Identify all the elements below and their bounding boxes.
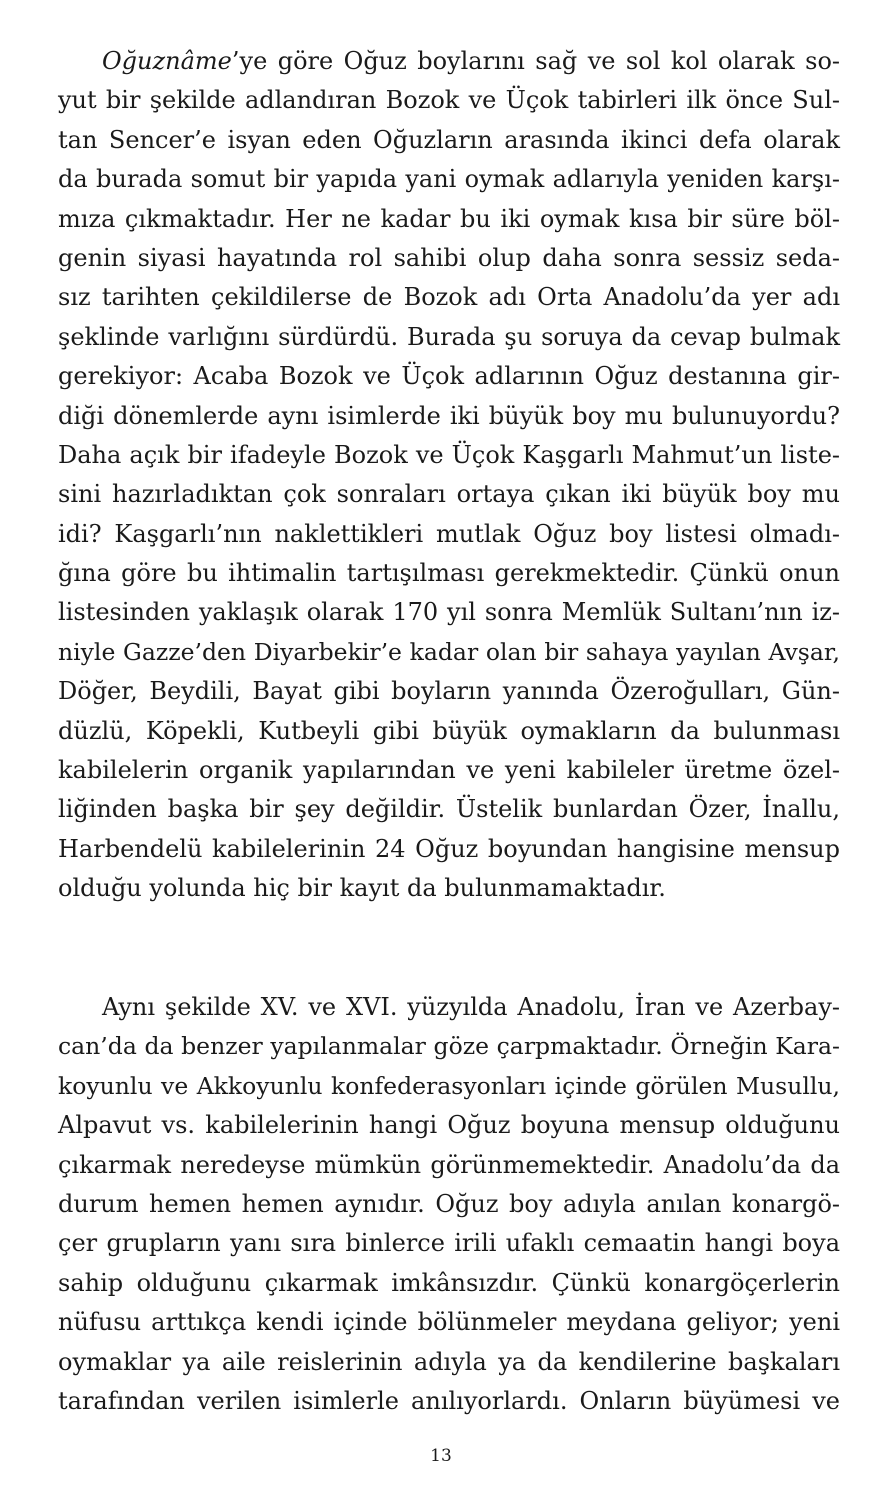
text-line: durum hemen hemen aynıdır. Oğuz boy adıyla anılan konargö- xyxy=(58,1189,840,1218)
text-line: mıza çıkmaktadır. Her ne kadar bu iki oymak kısa bir süre böl- xyxy=(58,204,840,233)
text-line: liğinden başka bir şey değildir. Üstelik bunlardan Özer, İnallu, xyxy=(58,795,840,824)
text-line: Harbendelü kabilelerinin 24 Oğuz boyundan hangisine mensup xyxy=(58,834,840,863)
text-line: Alpavut vs. kabilelerinin hangi Oğuz boyuna mensup olduğunu xyxy=(58,1111,840,1140)
text-line: nüfusu arttıkça kendi içinde bölünmeler meydana geliyor; yeni xyxy=(58,1308,840,1337)
text-line: olduğu yolunda hiç bir kayıt da bulunmamaktadır. xyxy=(58,874,666,903)
paragraph-2 xyxy=(58,988,840,1421)
text-line: çer grupların yanı sıra binlerce irili ufaklı cemaatin hangi boya xyxy=(58,1229,840,1258)
text-line: sız tarihten çekildilerse de Bozok adı Orta Anadolu’da yer adı xyxy=(58,283,840,312)
text-line: sini hazırladıktan çok sonraları ortaya çıkan iki büyük boy mu xyxy=(58,480,840,509)
text-line: diği dönemlerde aynı isimlerde iki büyük boy mu bulunuyordu? xyxy=(58,401,840,430)
text-line: gerekiyor: Acaba Bozok ve Üçok adlarının Oğuz destanına gir- xyxy=(58,362,840,391)
text-line: düzlü, Köpekli, Kutbeyli gibi büyük oymakların da bulunması xyxy=(58,716,840,745)
text-line: yut bir şekilde adlandıran Bozok ve Üçok tabirleri ilk önce Sul- xyxy=(58,86,840,115)
text-line: Daha açık bir ifadeyle Bozok ve Üçok Kaşgarlı Mahmut’un liste- xyxy=(58,440,840,469)
text-line: sahip olduğunu çıkarmak imkânsızdır. Çünkü konargöçerlerin xyxy=(58,1268,840,1297)
text-line: şeklinde varlığını sürdürdü. Burada şu soruya da cevap bulmak xyxy=(58,322,840,351)
italic-title: Oğuznâme xyxy=(102,47,232,75)
paragraph-1 xyxy=(58,42,840,909)
text-line: Aynı şekilde XV. ve XVI. yüzyılda Anadolu, İran ve Azerbay- xyxy=(102,993,840,1021)
text-line: idi? Kaşgarlı’nın naklettikleri mutlak Oğuz boy listesi olmadı- xyxy=(58,519,840,548)
text-line: tarafından verilen isimlerle anılıyorlardı. Onların büyümesi ve xyxy=(58,1386,840,1415)
text-line: genin siyasi hayatında rol sahibi olup daha sonra sessiz seda- xyxy=(58,243,840,272)
text-line: niyle Gazze’den Diyarbekir’e kadar olan bir sahaya yayılan Avşar, xyxy=(58,637,840,666)
text-line: can’da da benzer yapılanmalar göze çarpmaktadır. Örneğin Kara- xyxy=(58,1032,840,1061)
text-line: ğına göre bu ihtimalin tartışılması gerekmektedir. Çünkü onun xyxy=(58,559,840,588)
text-line: çıkarmak neredeyse mümkün görünmemektedir. Anadolu’da da xyxy=(58,1150,840,1179)
text-line: kabilelerin organik yapılarından ve yeni kabileler üretme özel- xyxy=(58,756,840,785)
text-line: koyunlu ve Akkoyunlu konfederasyonları içinde görülen Musullu, xyxy=(58,1071,840,1100)
text-line: Oğuznâme’ye göre Oğuz boylarını sağ ve sol kol olarak so- xyxy=(102,47,840,75)
page-number: 13 xyxy=(430,1446,452,1466)
text-line: Döğer, Beydili, Bayat gibi boyların yanında Özeroğulları, Gün- xyxy=(58,677,840,706)
text-line: oymaklar ya aile reislerinin adıyla ya da kendilerine başkaları xyxy=(58,1347,840,1376)
text-line: listesinden yaklaşık olarak 170 yıl sonra Memlük Sultanı’nın iz- xyxy=(58,598,840,627)
text-line: tan Sencer’e isyan eden Oğuzların arasında ikinci defa olarak xyxy=(58,125,840,154)
text-line: da burada somut bir yapıda yani oymak adlarıyla yeniden karşı- xyxy=(58,165,840,194)
